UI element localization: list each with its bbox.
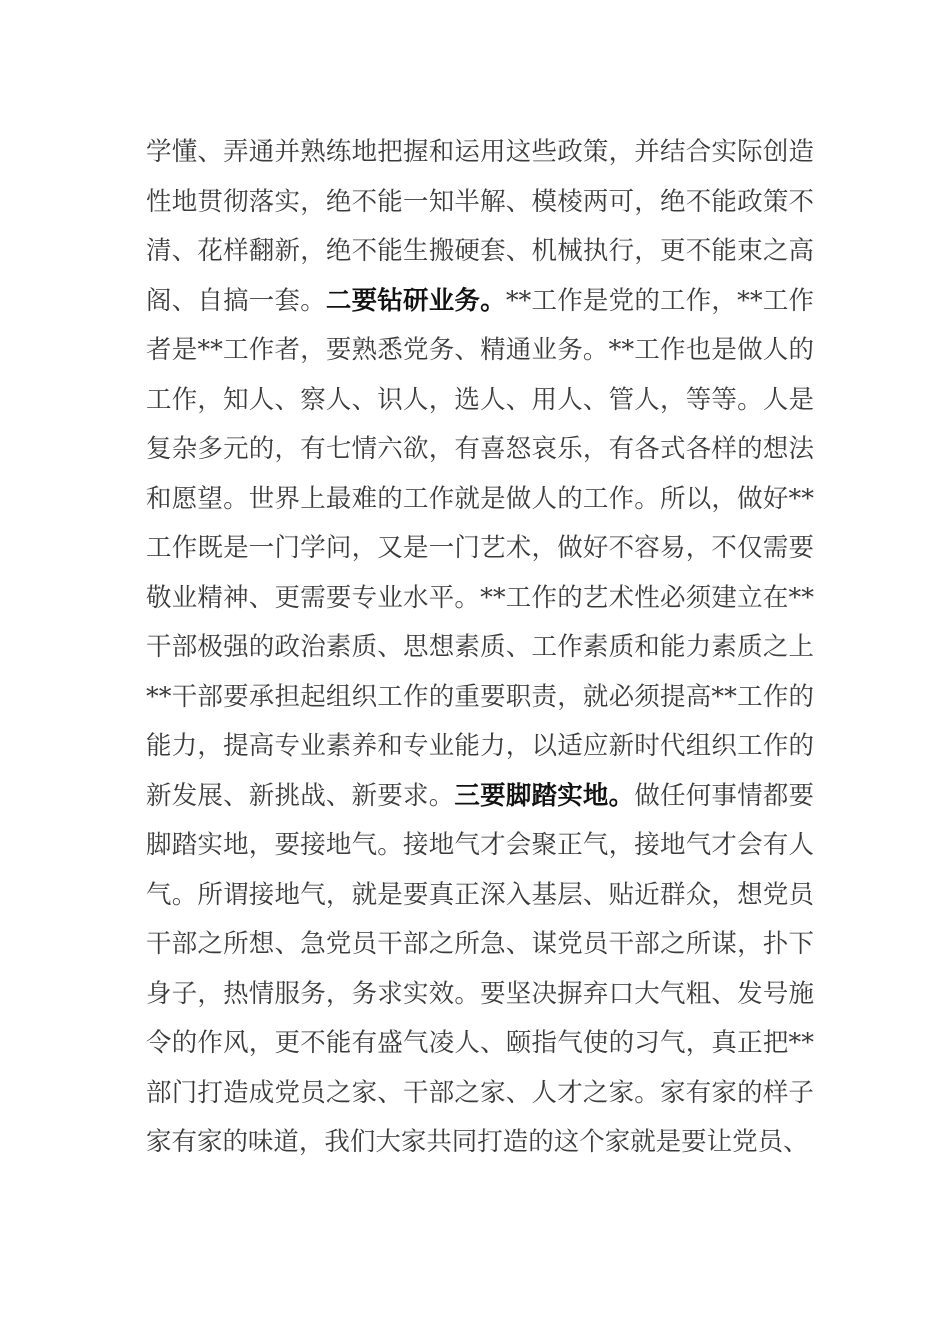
text-line [146,376,814,426]
text-run: 者是**工作者，要熟悉党务、精通业务。**工作也是做人的 [146,335,814,365]
text-line [146,673,814,723]
text-line [146,1069,814,1119]
text-run: 新发展、新挑战、新要求。 [146,780,455,811]
text-run: 令的作风，更不能有盛气凌人、颐指气使的习气，真正把** [146,1028,814,1058]
text-run: 复杂多元的，有七情六欲，有喜怒哀乐，有各式各样的想法 [146,434,814,464]
text-run: 能力，提高专业素养和专业能力，以适应新时代组织工作的 [146,731,814,761]
text-line [146,178,814,228]
text-line [146,821,814,871]
text-run: 工作，知人、察人、识人，选人、用人、管人，等等。人是 [146,384,814,415]
text-line [146,623,814,673]
text-line [146,574,814,624]
text-line [146,227,814,277]
text-run: 和愿望。世界上最难的工作就是做人的工作。所以，做好** [146,483,814,514]
text-run: **工作是党的工作，**工作 [505,285,815,316]
text-line [146,326,814,376]
text-run: 气。所谓接地气，就是要真正深入基层、贴近群众，想党员 [146,879,814,910]
text-line [146,425,814,475]
text-run: 脚踏实地，要接地气。接地气才会聚正气，接地气才会有人 [146,830,814,860]
text-run: 干部极强的政治素质、思想素质、工作素质和能力素质之上 [146,632,814,662]
text-line [146,1118,814,1168]
text-run: 清、花样翻新，绝不能生搬硬套、机械执行，更不能束之高 [146,236,814,266]
text-line [146,970,814,1020]
text-run: 干部之所想、急党员干部之所急、谋党员干部之所谋，扑下 [146,929,814,959]
text-run: 做任何事情都要 [634,780,815,811]
text-line [146,871,814,921]
section-heading: 二要钻研业务。 [325,285,506,316]
text-run: 工作既是一门学问，又是一门艺术，做好不容易，不仅需要 [146,533,814,563]
text-line [146,920,814,970]
text-run: 敬业精神、更需要专业水平。**工作的艺术性必须建立在** [146,582,814,613]
text-line [146,1019,814,1069]
text-run: 家有家的味道，我们大家共同打造的这个家就是要让党员、 [146,1127,809,1157]
text-line [146,128,814,178]
text-run: 部门打造成党员之家、干部之家、人才之家。家有家的样子 [146,1077,814,1108]
text-line [146,524,814,574]
text-run: **干部要承担起组织工作的重要职责，就必须提高**工作的 [146,681,814,712]
text-run: 性地贯彻落实，绝不能一知半解、模棱两可，绝不能政策不 [146,186,814,217]
text-run: 身子，热情服务，务求实效。要坚决摒弃口大气粗、发号施 [146,978,814,1009]
section-heading: 三要脚踏实地。 [454,780,635,811]
text-line [146,277,814,327]
text-run: 学懂、弄通并熟练地把握和运用这些政策，并结合实际创造 [146,137,814,167]
text-run: 阁、自搞一套。 [146,285,326,316]
text-line [146,772,814,822]
text-line [146,722,814,772]
body-text [146,128,814,1168]
text-line [146,475,814,525]
